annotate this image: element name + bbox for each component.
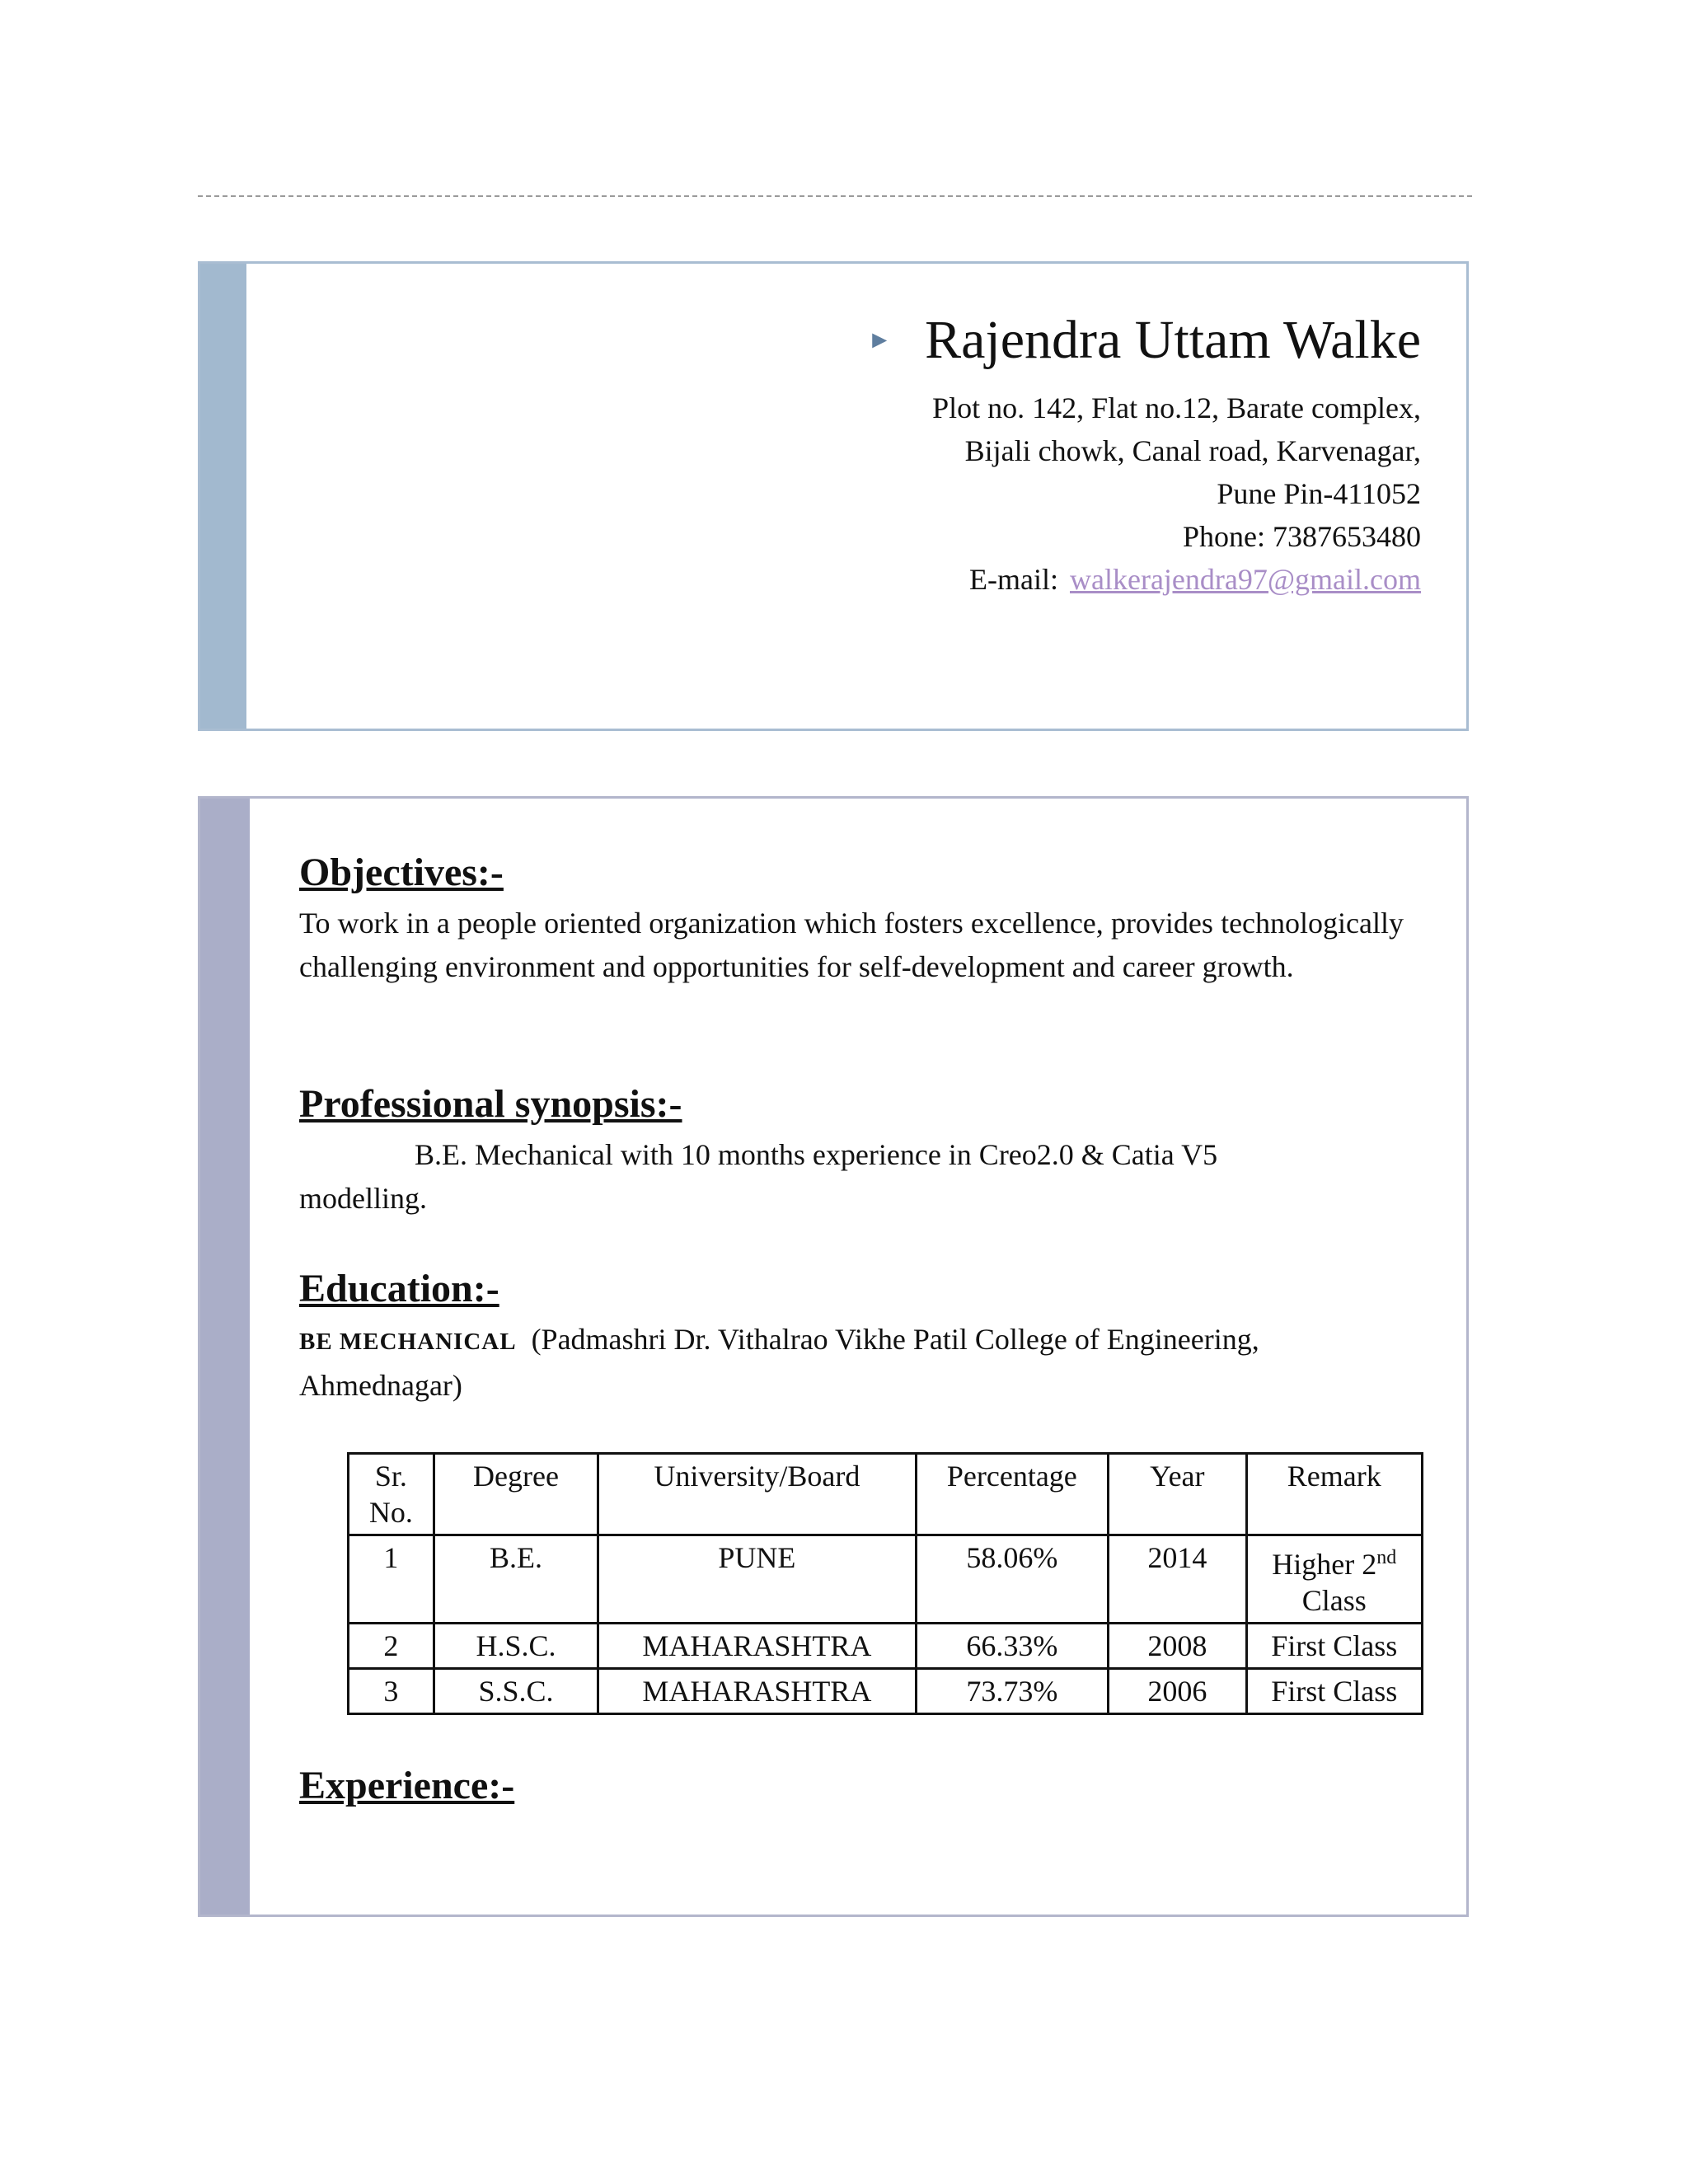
table-header-row [349, 1454, 1423, 1535]
email-line [679, 558, 1421, 601]
triangle-bullet-icon: ► [867, 326, 893, 354]
education-title: Education:- [299, 1267, 499, 1310]
synopsis-line-1: B.E. Mechanical with 10 months experience in Creo2.0 & Catia V5 [415, 1138, 1218, 1171]
table-row [349, 1669, 1423, 1714]
table-cell: 66.33% [916, 1624, 1109, 1669]
table-cell: 2014 [1109, 1535, 1246, 1624]
phone: Phone: 7387653480 [1182, 519, 1421, 553]
synopsis-line-2: modelling. [299, 1182, 427, 1215]
header-cell: Degree [434, 1454, 598, 1535]
contact-block [679, 309, 1421, 601]
experience-title: Experience:- [299, 1764, 515, 1807]
table-cell: MAHARASHTRA [598, 1669, 916, 1714]
table-cell: 3 [349, 1669, 434, 1714]
header-box [198, 261, 1469, 731]
table-cell: 58.06% [916, 1535, 1109, 1624]
table-cell: 2006 [1109, 1669, 1246, 1714]
synopsis-title: Professional synopsis:- [299, 1082, 682, 1126]
header-cell: Year [1109, 1454, 1246, 1535]
header-cell: Sr. No. [349, 1454, 434, 1535]
education-college [299, 1318, 1387, 1408]
table-cell: PUNE [598, 1535, 916, 1624]
table-cell: 1 [349, 1535, 434, 1624]
address-line-3: Pune Pin-411052 [1217, 476, 1421, 510]
objectives-title: Objectives:- [299, 851, 504, 894]
remark-suffix: Class [1301, 1584, 1367, 1617]
table-cell: H.S.C. [434, 1624, 598, 1669]
candidate-name: Rajendra Uttam Walke [925, 310, 1421, 370]
table-cell: MAHARASHTRA [598, 1624, 916, 1669]
top-dashed-rule [198, 195, 1472, 197]
table-row [349, 1535, 1423, 1624]
header-accent-bar [200, 264, 246, 729]
college-name: (Padmashri Dr. Vithalrao Vikhe Patil College of Engineering, Ahmednagar) [299, 1323, 1259, 1402]
email-link[interactable]: walkerajendra97@gmail.com [1070, 562, 1421, 596]
header-cell: University/Board [598, 1454, 916, 1535]
degree-caps: BE MECHANICAL [299, 1329, 517, 1355]
table-cell: S.S.C. [434, 1669, 598, 1714]
header-cell: Remark [1246, 1454, 1422, 1535]
table-cell: B.E. [434, 1535, 598, 1624]
remark-prefix: Higher 2 [1272, 1548, 1377, 1581]
remark-cell [1246, 1535, 1422, 1624]
objectives-text: To work in a people oriented organization which fosters excellence, provides technologically challenging environment and opportunities for self-development and career growth. [299, 907, 1404, 983]
table-cell: 73.73% [916, 1669, 1109, 1714]
main-accent-bar [200, 799, 250, 1915]
table-row [349, 1624, 1423, 1669]
table-cell: First Class [1246, 1624, 1422, 1669]
header-cell: Percentage [916, 1454, 1109, 1535]
table-cell: First Class [1246, 1669, 1422, 1714]
table-cell: 2 [349, 1624, 434, 1669]
table-cell: 2008 [1109, 1624, 1246, 1669]
email-label: E-mail: [969, 562, 1058, 596]
main-box [198, 796, 1469, 1917]
education-table [347, 1452, 1423, 1715]
address-line-1: Plot no. 142, Flat no.12, Barate complex, [932, 391, 1421, 424]
synopsis-text [299, 1133, 1404, 1221]
name-line [679, 309, 1421, 372]
remark-superscript: nd [1376, 1547, 1397, 1568]
address-line-2: Bijali chowk, Canal road, Karvenagar, [964, 434, 1421, 467]
